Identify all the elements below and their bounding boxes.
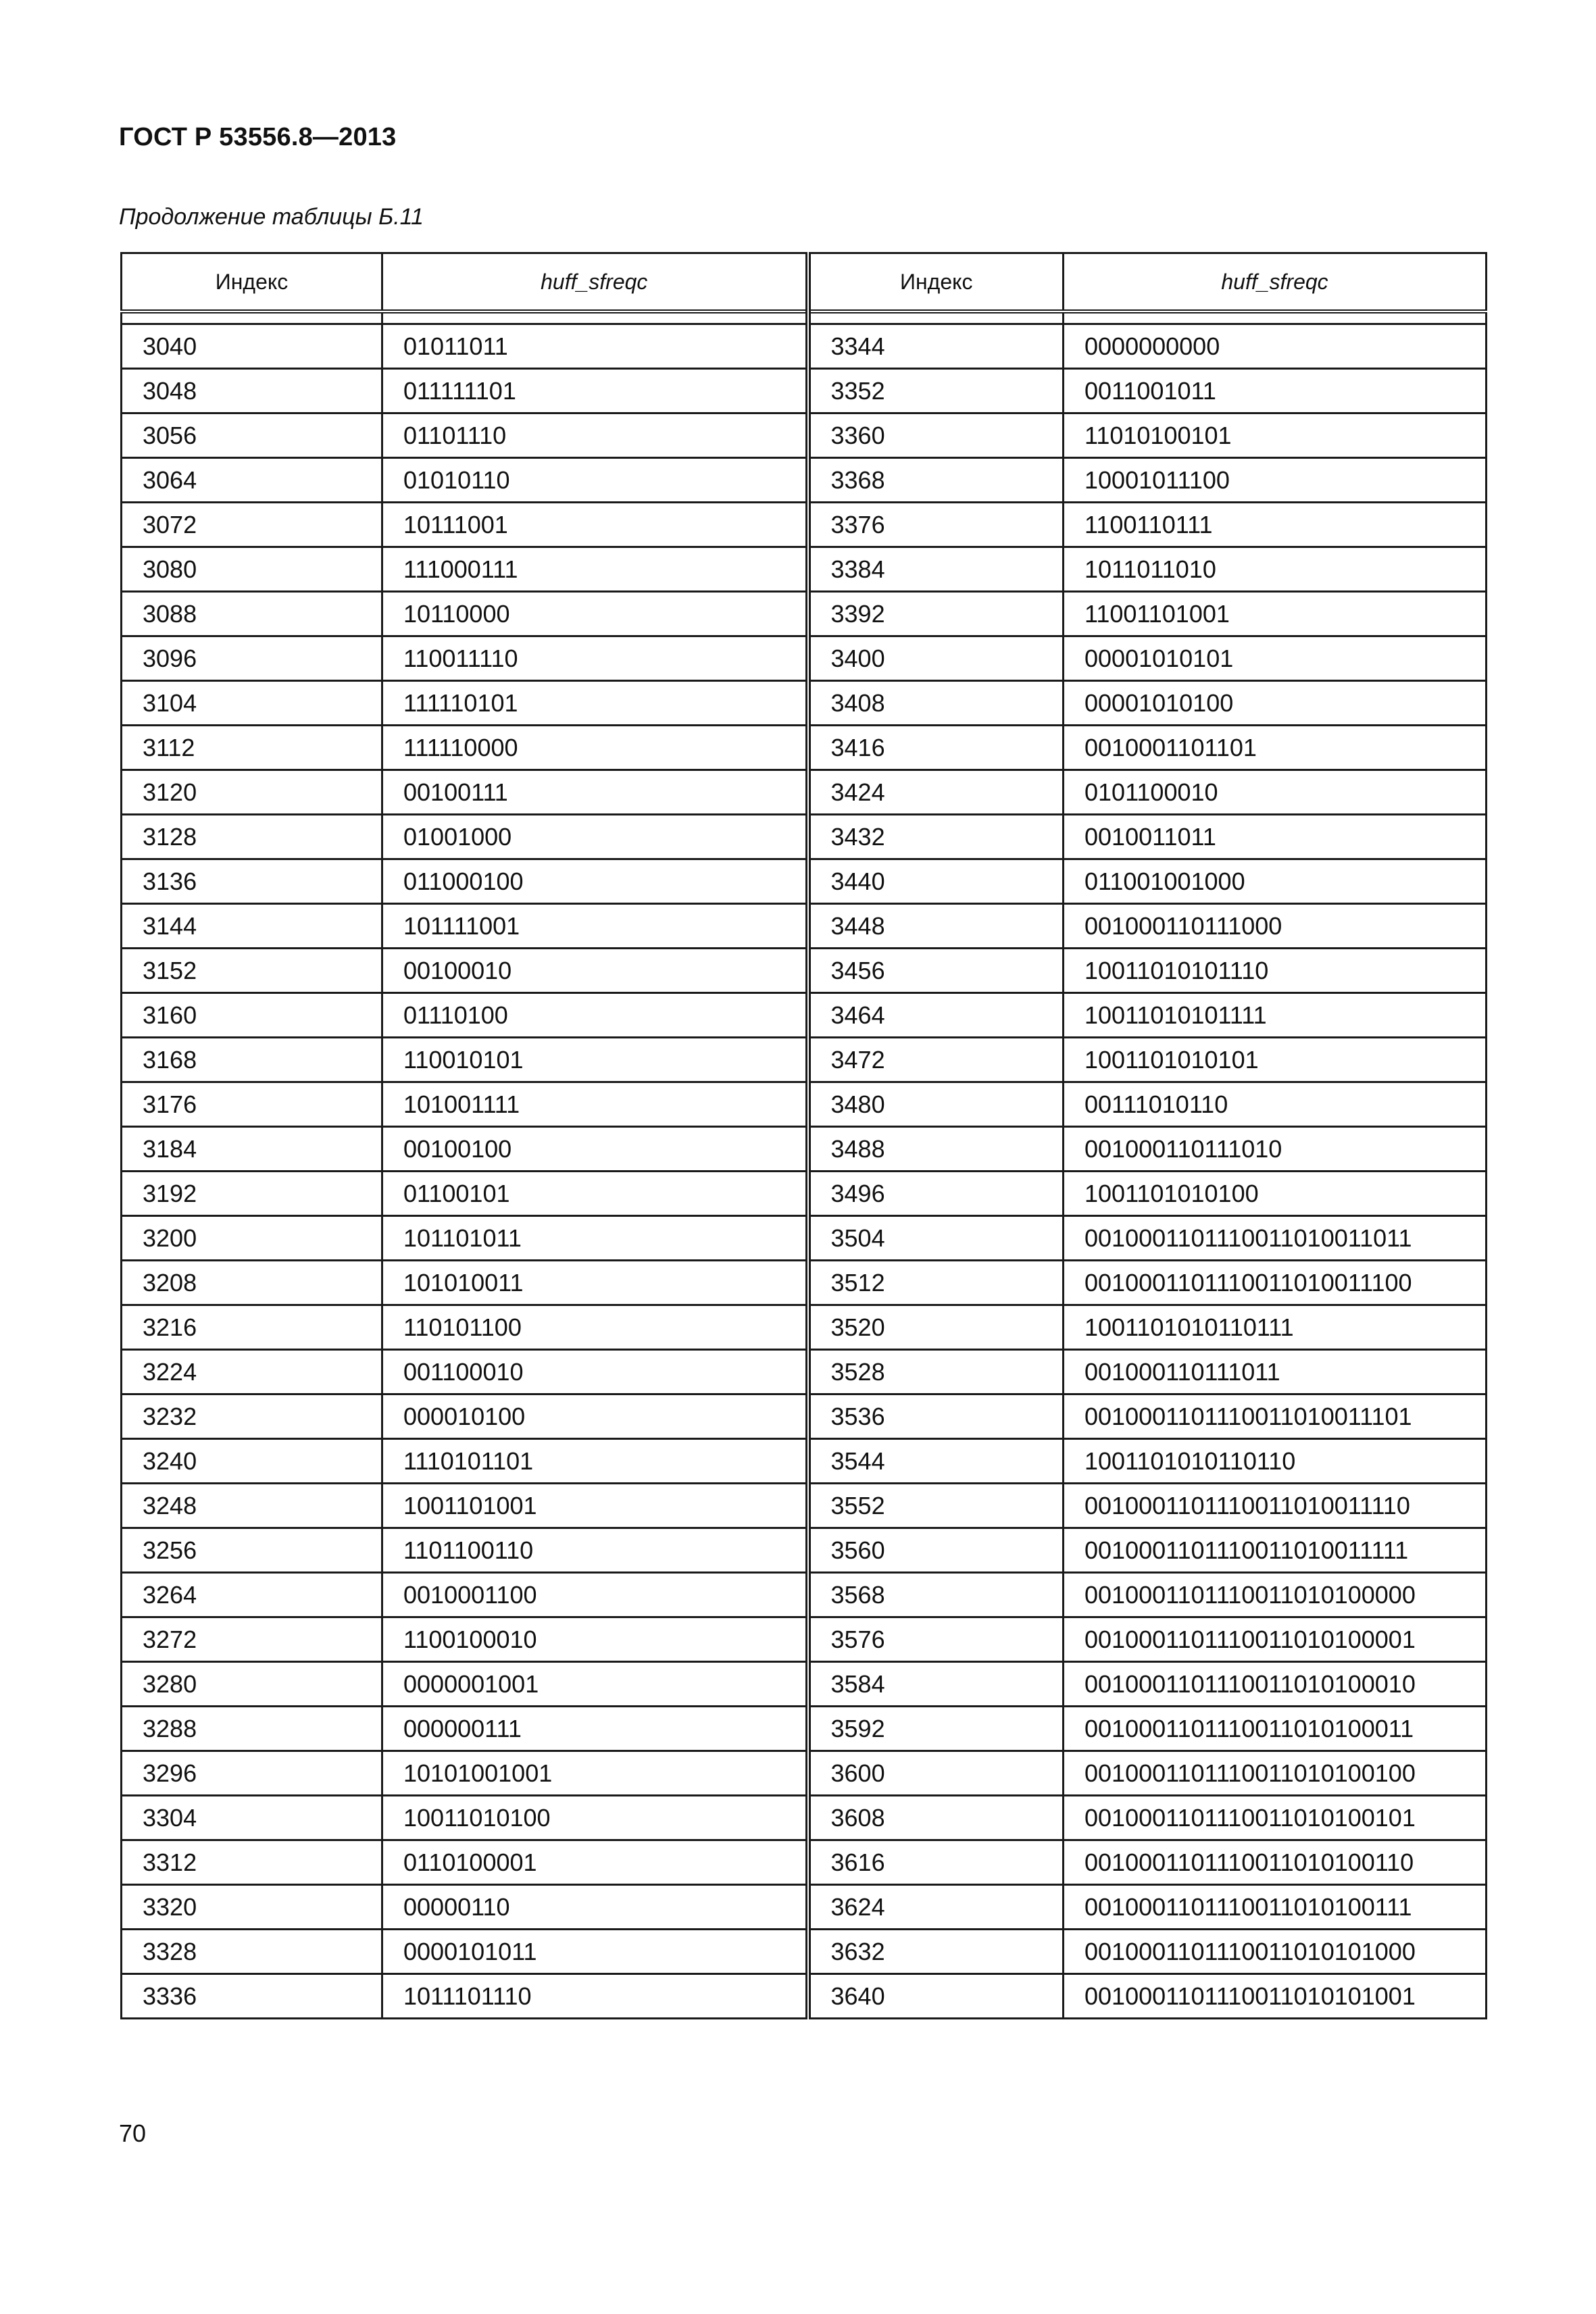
cell-index-left: 3072	[122, 503, 382, 547]
cell-index-left: 3192	[122, 1172, 382, 1216]
cell-code-right: 1001101010110111	[1064, 1305, 1487, 1350]
cell-code-right: 0010001101110011010101001	[1064, 1974, 1487, 2019]
cell-code-right: 011001001000	[1064, 859, 1487, 904]
cell-index-left: 3160	[122, 993, 382, 1038]
cell-code-left: 000010100	[382, 1394, 808, 1439]
cell-index-left: 3088	[122, 592, 382, 636]
spacer-cell	[808, 311, 1064, 324]
cell-index-right: 3640	[808, 1974, 1064, 2019]
table-row	[122, 1751, 1487, 1796]
cell-code-left: 1110101101	[382, 1439, 808, 1484]
cell-index-right: 3512	[808, 1261, 1064, 1305]
table-header-row	[122, 253, 1487, 312]
cell-index-right: 3504	[808, 1216, 1064, 1261]
table-row	[122, 1484, 1487, 1528]
cell-code-left: 10110000	[382, 592, 808, 636]
cell-index-left: 3176	[122, 1082, 382, 1127]
cell-index-left: 3336	[122, 1974, 382, 2019]
cell-code-right: 10011010101110	[1064, 949, 1487, 993]
cell-index-left: 3064	[122, 458, 382, 503]
cell-index-right: 3424	[808, 770, 1064, 815]
cell-code-right: 1011011010	[1064, 547, 1487, 592]
cell-index-left: 3128	[122, 815, 382, 859]
cell-code-left: 011000100	[382, 859, 808, 904]
column-header-code-right: huff_sfreqc	[1064, 253, 1487, 312]
cell-index-right: 3416	[808, 726, 1064, 770]
cell-index-left: 3080	[122, 547, 382, 592]
cell-index-right: 3592	[808, 1707, 1064, 1751]
table-row	[122, 1439, 1487, 1484]
table-row	[122, 1930, 1487, 1974]
table-row	[122, 1127, 1487, 1172]
cell-code-left: 110101100	[382, 1305, 808, 1350]
cell-index-left: 3200	[122, 1216, 382, 1261]
table-row	[122, 1573, 1487, 1617]
cell-index-left: 3136	[122, 859, 382, 904]
table-row	[122, 1840, 1487, 1885]
cell-index-left: 3296	[122, 1751, 382, 1796]
cell-code-right: 001000110111010	[1064, 1127, 1487, 1172]
cell-index-right: 3440	[808, 859, 1064, 904]
table-row	[122, 1305, 1487, 1350]
table-row	[122, 726, 1487, 770]
table-row	[122, 458, 1487, 503]
table-row	[122, 1617, 1487, 1662]
cell-index-right: 3392	[808, 592, 1064, 636]
cell-index-left: 3240	[122, 1439, 382, 1484]
cell-code-left: 00000110	[382, 1885, 808, 1930]
table-row	[122, 770, 1487, 815]
cell-index-left: 3272	[122, 1617, 382, 1662]
header-spacer-row	[122, 311, 1487, 324]
cell-code-right: 1001101010110110	[1064, 1439, 1487, 1484]
cell-code-right: 0011001011	[1064, 369, 1487, 413]
cell-index-right: 3368	[808, 458, 1064, 503]
cell-code-right: 0010001101110011010100111	[1064, 1885, 1487, 1930]
cell-index-left: 3232	[122, 1394, 382, 1439]
cell-index-left: 3288	[122, 1707, 382, 1751]
cell-code-left: 111110000	[382, 726, 808, 770]
cell-code-left: 10101001001	[382, 1751, 808, 1796]
cell-code-right: 1001101010101	[1064, 1038, 1487, 1082]
cell-code-right: 001000110111011	[1064, 1350, 1487, 1394]
cell-code-left: 01011011	[382, 324, 808, 369]
column-header-index-right: Индекс	[808, 253, 1064, 312]
cell-code-left: 110011110	[382, 636, 808, 681]
cell-index-left: 3144	[122, 904, 382, 949]
cell-index-right: 3576	[808, 1617, 1064, 1662]
cell-index-right: 3472	[808, 1038, 1064, 1082]
cell-code-right: 00001010101	[1064, 636, 1487, 681]
cell-index-right: 3384	[808, 547, 1064, 592]
cell-code-left: 110010101	[382, 1038, 808, 1082]
table-row	[122, 413, 1487, 458]
table-row	[122, 1662, 1487, 1707]
table-row	[122, 636, 1487, 681]
table-row	[122, 904, 1487, 949]
cell-index-right: 3584	[808, 1662, 1064, 1707]
cell-index-right: 3616	[808, 1840, 1064, 1885]
table-body	[122, 311, 1487, 2019]
table-row	[122, 1038, 1487, 1082]
cell-index-left: 3280	[122, 1662, 382, 1707]
cell-index-left: 3184	[122, 1127, 382, 1172]
table-row	[122, 503, 1487, 547]
table-row	[122, 1528, 1487, 1573]
cell-index-right: 3520	[808, 1305, 1064, 1350]
cell-index-right: 3360	[808, 413, 1064, 458]
cell-index-left: 3304	[122, 1796, 382, 1840]
cell-code-left: 101101011	[382, 1216, 808, 1261]
cell-code-left: 111000111	[382, 547, 808, 592]
cell-code-left: 01110100	[382, 993, 808, 1038]
table-row	[122, 1172, 1487, 1216]
cell-index-right: 3568	[808, 1573, 1064, 1617]
cell-index-right: 3352	[808, 369, 1064, 413]
cell-code-right: 10001011100	[1064, 458, 1487, 503]
cell-index-right: 3344	[808, 324, 1064, 369]
cell-index-left: 3328	[122, 1930, 382, 1974]
cell-code-left: 101010011	[382, 1261, 808, 1305]
cell-index-left: 3104	[122, 681, 382, 726]
huffman-table	[120, 252, 1487, 2019]
cell-code-right: 0101100010	[1064, 770, 1487, 815]
cell-index-right: 3608	[808, 1796, 1064, 1840]
cell-code-left: 1001101001	[382, 1484, 808, 1528]
document-code: ГОСТ Р 53556.8—2013	[119, 123, 397, 151]
cell-index-left: 3320	[122, 1885, 382, 1930]
cell-index-left: 3112	[122, 726, 382, 770]
cell-code-left: 0000101011	[382, 1930, 808, 1974]
column-header-index-left: Индекс	[122, 253, 382, 312]
cell-code-left: 1011101110	[382, 1974, 808, 2019]
table-row	[122, 1350, 1487, 1394]
table-row	[122, 1974, 1487, 2019]
cell-index-right: 3448	[808, 904, 1064, 949]
table-row	[122, 592, 1487, 636]
cell-index-left: 3312	[122, 1840, 382, 1885]
cell-code-left: 011111101	[382, 369, 808, 413]
cell-index-left: 3152	[122, 949, 382, 993]
cell-index-left: 3208	[122, 1261, 382, 1305]
table-row	[122, 324, 1487, 369]
cell-code-left: 01101110	[382, 413, 808, 458]
cell-code-right: 0010001101110011010100110	[1064, 1840, 1487, 1885]
cell-code-right: 0010001101110011010100001	[1064, 1617, 1487, 1662]
cell-code-right: 00111010110	[1064, 1082, 1487, 1127]
cell-code-right: 0010001101110011010011110	[1064, 1484, 1487, 1528]
cell-code-left: 101001111	[382, 1082, 808, 1127]
cell-code-left: 0010001100	[382, 1573, 808, 1617]
cell-index-right: 3528	[808, 1350, 1064, 1394]
cell-index-right: 3480	[808, 1082, 1064, 1127]
cell-code-right: 0010001101110011010011101	[1064, 1394, 1487, 1439]
cell-code-left: 10011010100	[382, 1796, 808, 1840]
cell-index-left: 3256	[122, 1528, 382, 1573]
cell-code-left: 10111001	[382, 503, 808, 547]
cell-code-right: 1100110111	[1064, 503, 1487, 547]
cell-code-right: 0010001101110011010100100	[1064, 1751, 1487, 1796]
cell-code-right: 11010100101	[1064, 413, 1487, 458]
table-row	[122, 859, 1487, 904]
cell-index-right: 3456	[808, 949, 1064, 993]
table-row	[122, 1261, 1487, 1305]
cell-code-left: 0110100001	[382, 1840, 808, 1885]
cell-code-right: 0010001101110011010101000	[1064, 1930, 1487, 1974]
cell-code-right: 0010001101110011010100000	[1064, 1573, 1487, 1617]
cell-index-left: 3120	[122, 770, 382, 815]
spacer-cell	[1064, 311, 1487, 324]
cell-index-right: 3400	[808, 636, 1064, 681]
cell-code-right: 00001010100	[1064, 681, 1487, 726]
cell-index-right: 3536	[808, 1394, 1064, 1439]
cell-code-right: 0000000000	[1064, 324, 1487, 369]
cell-code-right: 11001101001	[1064, 592, 1487, 636]
cell-index-left: 3216	[122, 1305, 382, 1350]
cell-code-left: 000000111	[382, 1707, 808, 1751]
table-row	[122, 1082, 1487, 1127]
cell-code-left: 001100010	[382, 1350, 808, 1394]
cell-index-left: 3056	[122, 413, 382, 458]
cell-code-right: 0010001101110011010100010	[1064, 1662, 1487, 1707]
cell-code-left: 1100100010	[382, 1617, 808, 1662]
cell-code-right: 0010001101110011010100101	[1064, 1796, 1487, 1840]
cell-index-right: 3632	[808, 1930, 1064, 1974]
cell-code-right: 0010001101110011010100011	[1064, 1707, 1487, 1751]
spacer-cell	[382, 311, 808, 324]
table-row	[122, 1707, 1487, 1751]
cell-code-right: 10011010101111	[1064, 993, 1487, 1038]
cell-code-left: 101111001	[382, 904, 808, 949]
cell-code-right: 0010001101110011010011100	[1064, 1261, 1487, 1305]
cell-code-left: 01100101	[382, 1172, 808, 1216]
cell-code-left: 00100010	[382, 949, 808, 993]
cell-code-left: 111110101	[382, 681, 808, 726]
cell-code-right: 001000110111000	[1064, 904, 1487, 949]
cell-code-right: 0010011011	[1064, 815, 1487, 859]
cell-index-right: 3496	[808, 1172, 1064, 1216]
cell-index-left: 3048	[122, 369, 382, 413]
cell-index-right: 3624	[808, 1885, 1064, 1930]
cell-code-left: 00100111	[382, 770, 808, 815]
cell-index-left: 3224	[122, 1350, 382, 1394]
cell-index-right: 3552	[808, 1484, 1064, 1528]
cell-code-right: 0010001101101	[1064, 726, 1487, 770]
table-row	[122, 369, 1487, 413]
cell-code-right: 1001101010100	[1064, 1172, 1487, 1216]
column-header-code-left: huff_sfreqc	[382, 253, 808, 312]
spacer-cell	[122, 311, 382, 324]
cell-code-right: 0010001101110011010011111	[1064, 1528, 1487, 1573]
table-row	[122, 547, 1487, 592]
cell-index-right: 3544	[808, 1439, 1064, 1484]
table-row	[122, 681, 1487, 726]
table-row	[122, 815, 1487, 859]
cell-index-left: 3096	[122, 636, 382, 681]
cell-index-left: 3264	[122, 1573, 382, 1617]
table-row	[122, 1216, 1487, 1261]
cell-code-left: 01010110	[382, 458, 808, 503]
table-row	[122, 949, 1487, 993]
table-row	[122, 1885, 1487, 1930]
table-row	[122, 993, 1487, 1038]
cell-index-right: 3600	[808, 1751, 1064, 1796]
table-row	[122, 1394, 1487, 1439]
cell-index-right: 3464	[808, 993, 1064, 1038]
cell-index-right: 3488	[808, 1127, 1064, 1172]
cell-code-left: 0000001001	[382, 1662, 808, 1707]
cell-index-right: 3432	[808, 815, 1064, 859]
cell-code-left: 1101100110	[382, 1528, 808, 1573]
cell-index-left: 3040	[122, 324, 382, 369]
page-number: 70	[119, 2119, 147, 2147]
cell-code-left: 00100100	[382, 1127, 808, 1172]
cell-index-right: 3560	[808, 1528, 1064, 1573]
cell-code-left: 01001000	[382, 815, 808, 859]
cell-index-left: 3168	[122, 1038, 382, 1082]
cell-index-right: 3408	[808, 681, 1064, 726]
table-caption: Продолжение таблицы Б.11	[119, 204, 424, 230]
cell-index-left: 3248	[122, 1484, 382, 1528]
cell-index-right: 3376	[808, 503, 1064, 547]
cell-code-right: 0010001101110011010011011	[1064, 1216, 1487, 1261]
table-row	[122, 1796, 1487, 1840]
